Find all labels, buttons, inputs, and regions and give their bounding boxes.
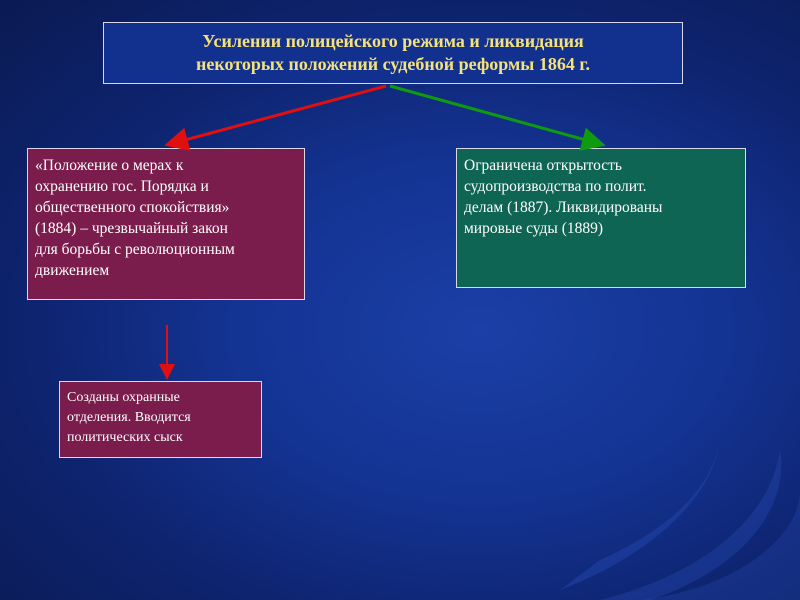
right-branch-box	[456, 148, 746, 288]
right-box-line-2: судопроизводства по полит.	[464, 178, 647, 195]
left-box-line-4: (1884) – чрезвычайный закон	[35, 220, 228, 237]
bottom-box-line-2: отделения. Вводится	[67, 410, 191, 425]
left-box-line-5: для борьбы с революционным	[35, 241, 235, 258]
title-line-1: Усилении полицейского режима и ликвидация	[202, 31, 584, 51]
green-arrow-to-right-box	[390, 86, 600, 144]
left-box-line-6: движением	[35, 262, 110, 279]
right-box-line-3: делам (1887). Ликвидированы	[464, 199, 663, 216]
right-box-line-1: Ограничена открытость	[464, 157, 622, 174]
diagram-title-box	[103, 22, 683, 84]
bottom-result-box	[59, 381, 262, 458]
left-branch-box	[27, 148, 305, 300]
title-line-2: некоторых положений судебной реформы 1864 г.	[196, 54, 590, 74]
left-box-line-3: общественного спокойствия»	[35, 199, 230, 216]
bottom-box-line-1: Созданы охранные	[67, 390, 180, 405]
right-box-line-4: мировые суды (1889)	[464, 220, 604, 237]
left-box-line-1: «Положение о мерах к	[35, 157, 184, 174]
red-arrow-to-left-box	[170, 86, 386, 144]
left-box-line-2: охранению гос. Порядка и	[35, 178, 209, 195]
bottom-box-line-3: политических сыск	[67, 430, 183, 445]
